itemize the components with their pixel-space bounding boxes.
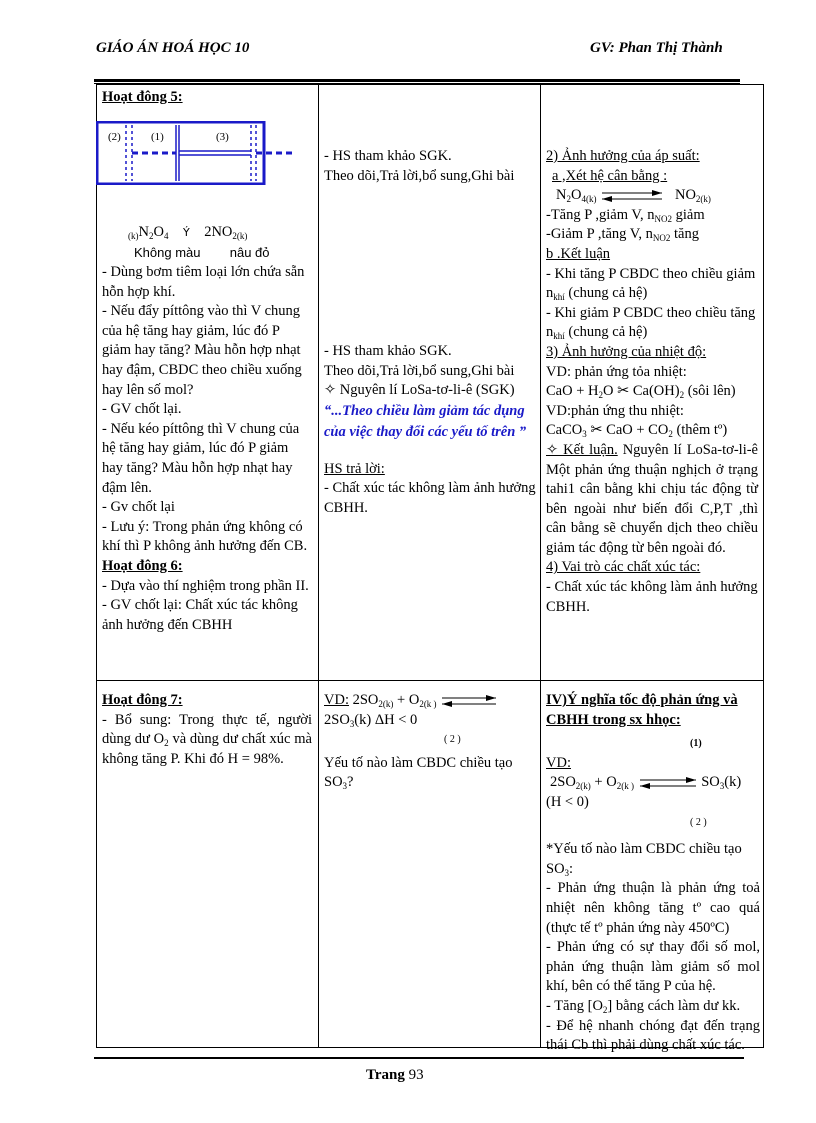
catalyst-text: - Chất xúc tác không làm ảnh hưởng CBHH. — [546, 579, 758, 615]
so2-equation-iv: $2SO_{2(k)} + O_{2(k )}$ $SO_3(k)$ — [550, 774, 742, 792]
reaction-2: CaCO$_3$ ✂ CaO + $CO_2$ (thêm tº) — [546, 422, 728, 440]
exothermic-example: VD: phản ứng tỏa nhiệt: — [546, 363, 687, 380]
line-6: - Lưu ý: Trong phản ứng không có khí thì P không ảnh hưởng đến CB. — [102, 518, 308, 555]
catalyst-title: 4) Vai trò các chất xúc tác: — [546, 559, 701, 576]
row2-col3 — [546, 691, 760, 1056]
temperature-title: 3) Ảnh hưởng của nhiệt độ: — [546, 343, 707, 360]
pressure-title: 2) Ảnh hưởng của áp suất: — [546, 148, 700, 164]
hs-answer: - Chất xúc tác không làm ảnh hưởng CBHH. — [324, 480, 536, 516]
row1-col2-block1 — [324, 147, 536, 186]
row1-col1-body — [102, 263, 312, 635]
decrease-pressure: -Giảm P ,tăng V, $n_{NO2}$ tăng — [546, 226, 699, 244]
col2-line-3: - HS tham khảo SGK. — [324, 343, 452, 359]
hs-answer-label: HS trả lời: — [324, 460, 385, 477]
row1-col1-equation — [128, 223, 308, 262]
diagram-label-3: (3) — [216, 131, 229, 143]
equilibrium-equation: $_{(k)}N_2O_4$ Ý $2NO_{2(k)}$ — [128, 224, 248, 241]
conclusion-label: b .Kết luận — [546, 245, 611, 262]
equilibrium-arrow-icon — [638, 776, 698, 790]
reaction-1: CaO + $H_2O$ ✂ $Ca(OH)_2$ (sôi lên) — [546, 383, 736, 401]
endothermic-example: VD:phản ứng thu nhiệt: — [546, 402, 684, 419]
section-iv-heading: IV)Ý nghĩa tốc độ phản ứng và CBHH trong sx hhọc: — [546, 692, 738, 728]
equilibrium-arrow-icon — [440, 694, 498, 708]
line-8: - GV chốt lại: Chất xúc tác không ảnh hưởng đến CBHH — [102, 597, 298, 633]
diagram-label-1: (1) — [151, 131, 164, 143]
activity7-heading: Hoạt đông 7: — [102, 692, 183, 708]
point-3: - Tăng $[O_2]$ bằng cách làm dư kk. — [546, 997, 741, 1015]
column-divider-2 — [540, 84, 541, 1047]
page-footer — [366, 1067, 424, 1084]
principle-quote: “...Theo chiều làm giảm tác dụng của việc thay đổi các yếu tố trên ” — [324, 402, 527, 441]
direction-mark-1: (1) — [690, 738, 702, 750]
column-divider-1 — [318, 84, 319, 1047]
factor-question-iv: *Yếu tố nào làm CBDC chiều tạo $SO_3$: — [546, 841, 742, 878]
direction-mark-2: ( 2 ) — [444, 734, 461, 746]
header-author: GV: Phan Thị Thành — [590, 40, 723, 56]
so3-product: $2SO_3(k) \Delta H < 0$ — [324, 711, 418, 729]
point-2: - Phản ứng có sự thay đổi số mol, phản ứng thuận làm giảm số mol khí, bên có thể tăng P của hệ. — [546, 939, 760, 995]
footer-rule — [94, 1057, 744, 1059]
page-label: Trang — [366, 1067, 405, 1083]
col2-line-2: Theo dõi,Trả lời,bổ sung,Ghi bài — [324, 167, 515, 184]
pressure-equation: $N_2O_{4(k)}$ $NO_{2(k)}$ — [556, 187, 711, 205]
row2-col1 — [102, 691, 312, 769]
row1-col2-block2 — [324, 342, 536, 519]
line-1: - Dùng bơm tiêm loại lớn chứa sẵn hỗn hợp khí. — [102, 264, 305, 300]
activity7-text: - Bổ sung: Trong thực tế, người dùng dư $O_2$ và dùng dư chất xúc mà không tăng P. Khi đó H = 98%. — [102, 711, 312, 767]
conclusion-2: - Khi giảm P CBDC theo chiều tăng $n_{khí}$ (chung cả hệ) — [546, 304, 756, 342]
syringe-diagram-icon — [96, 121, 296, 185]
example-label: VD: — [546, 754, 571, 771]
increase-pressure: -Tăng P ,giảm V, $n_{NO2}$ giảm — [546, 206, 705, 224]
point-1: - Phản ứng thuận là phản ứng toả nhiệt nên không tăng tº cao quá (thực tế tº phản ứng này 450ºC) — [546, 880, 760, 936]
row2-col2 — [324, 691, 536, 793]
point-4: - Để hệ nhanh chóng đạt đến trạng thái Cb thì phải dùng chất xúc tác. — [546, 1017, 760, 1054]
color-right: nâu đỏ — [229, 244, 270, 260]
diagram-label-2: (2) — [108, 131, 121, 143]
line-5: - Gv chốt lại — [102, 499, 175, 516]
so2-equation: VD: $2SO_{2(k)} + O_{2(k )}$ — [324, 691, 536, 711]
row1-col1-heading — [102, 88, 312, 108]
line-2: - Nếu đẩy píttông vào thì V chung của hệ tăng hay giảm, lúc đó P giảm hay tăng? Màu hỗn hợp nhạt hay đậm, CBDC theo chiều xuống hay lên số mol? — [102, 303, 302, 398]
row-divider — [96, 680, 763, 681]
row1-col3 — [546, 147, 758, 617]
line-3: - GV chốt lại. — [102, 401, 182, 418]
factor-question: Yếu tố nào làm CBDC chiều tạo $SO_3$? — [324, 754, 513, 792]
activity6-heading: Hoạt đông 6: — [102, 557, 183, 574]
header-title: GIÁO ÁN HOÁ HỌC 10 — [96, 40, 250, 56]
conclusion-1: - Khi tăng P CBDC theo chiều giảm $n_{khí}$ (chung cả hệ) — [546, 265, 756, 303]
principle-line: ✧ Nguyên lí LoSa-tơ-li-ê (SGK) — [324, 382, 515, 399]
line-4: - Nếu kéo píttông thì V chung của hệ tăng hay giảm, lúc đó P giảm hay tăng? Màu hỗn hợp nhạt hay đậm lên. — [102, 420, 300, 496]
equilibrium-arrow-icon — [600, 189, 664, 203]
page-number: 93 — [408, 1067, 424, 1083]
activity5-heading: Hoạt đông 5: — [102, 89, 183, 105]
consider-system: a ,Xét hệ cân bằng : — [552, 167, 668, 184]
col2-line-1: - HS tham khảo SGK. — [324, 148, 452, 164]
col2-line-4: Theo dõi,Trả lời,bổ sung,Ghi bài — [324, 362, 515, 379]
enthalpy-condition: (H < 0) — [546, 793, 589, 810]
le-chatelier-conclusion: ✧ Kết luận. Nguyên lí LoSa-tơ-li-ê Một phản ứng thuận nghịch ở trạng tahi1 cân bằng khi chịu tác động từ bên ngoài như biến đổi C,P,T ,thì cân bằng sẽ chuyển dịch theo chiều giảm tác động từ bên ngoài đó. — [546, 441, 758, 556]
color-left: Không màu — [134, 244, 201, 260]
line-7: - Dựa vào thí nghiệm trong phần II. — [102, 577, 309, 594]
direction-mark-2b: ( 2 ) — [690, 816, 707, 828]
